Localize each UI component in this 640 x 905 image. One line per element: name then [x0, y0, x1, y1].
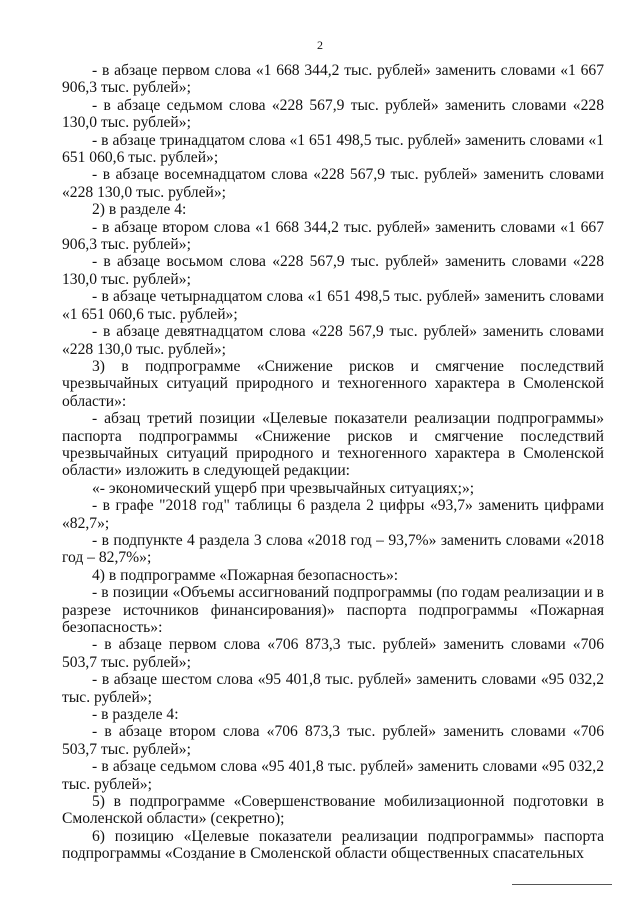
footer-divider [512, 884, 612, 885]
paragraph: - в абзаце седьмом слова «228 567,9 тыс. рублей» заменить словами «228 130,0 тыс. рублей»; [62, 96, 604, 132]
paragraph: - в разделе 4: [92, 706, 179, 724]
paragraph: - в абзаце шестом слова «95 401,8 тыс. рублей» заменить словами «95 032,2 тыс. рублей»; [62, 671, 604, 706]
paragraph: - в абзаце первом слова «706 873,3 тыс. рублей» заменить словами «706 503,7 тыс. рублей»; [62, 636, 604, 671]
document-body [62, 62, 604, 863]
paragraph: - в абзаце тринадцатом слова «1 651 498,5 тыс. рублей» заменить словами «1 651 060,6 тыс. рублей»; [62, 131, 604, 167]
paragraph: - в позиции «Объемы ассигнований подпрограммы (по годам реализации и в разрезе источников финансирования)» паспорта подпрограммы «Пожарная безопасность»: [62, 584, 604, 636]
paragraph: - абзац третий позиции «Целевые показатели реализации подпрограммы» паспорта подпрограммы «Снижение рисков и смягчение последствий чрезвычайных ситуаций природного и техногенного характера в Смоленской области» изложить в следующей редакции: [62, 410, 604, 480]
section-heading: 6) позицию «Целевые показатели реализации подпрограммы» паспорта подпрограммы «Создание в Смоленской области общественных спасательных [62, 827, 604, 863]
paragraph: - в абзаце первом слова «1 668 344,2 тыс. рублей» заменить словами «1 667 906,3 тыс. рублей»; [62, 62, 604, 97]
paragraph: - в графе "2018 год" таблицы 6 раздела 2 цифры «93,7» заменить цифрами «82,7»; [62, 497, 604, 532]
paragraph: - в абзаце девятнадцатом слова «228 567,9 тыс. рублей» заменить словами «228 130,0 тыс. рублей»; [62, 323, 604, 358]
paragraph: - в абзаце втором слова «1 668 344,2 тыс. рублей» заменить словами «1 667 906,3 тыс. рублей»; [62, 218, 604, 254]
paragraph: - в абзаце втором слова «706 873,3 тыс. рублей» заменить словами «706 503,7 тыс. рублей»; [62, 723, 604, 758]
paragraph: - в абзаце восьмом слова «228 567,9 тыс. рублей» заменить словами «228 130,0 тыс. рублей»; [62, 253, 604, 288]
paragraph: - в абзаце седьмом слова «95 401,8 тыс. рублей» заменить словами «95 032,2 тыс. рублей»; [62, 758, 604, 793]
paragraph: - в абзаце четырнадцатом слова «1 651 498,5 тыс. рублей» заменить словами «1 651 060,6 тыс. рублей»; [62, 288, 604, 323]
section-heading: 3) в подпрограмме «Снижение рисков и смягчение последствий чрезвычайных ситуаций природного и техногенного характера в Смоленской области»: [62, 357, 604, 410]
section-heading: 5) в подпрограмме «Совершенствование мобилизационной подготовки в Смоленской области» (секретно); [62, 793, 604, 828]
section-heading: 4) в подпрограмме «Пожарная безопасность»: [92, 566, 399, 584]
section-heading: 2) в разделе 4: [92, 201, 187, 219]
page-number: 2 [317, 38, 323, 52]
quoted-paragraph: «- экономический ущерб при чрезвычайных ситуациях;»; [92, 479, 475, 497]
paragraph: - в абзаце восемнадцатом слова «228 567,9 тыс. рублей» заменить словами «228 130,0 тыс. рублей»; [62, 166, 604, 201]
paragraph: - в подпункте 4 раздела 3 слова «2018 год – 93,7%» заменить словами «2018 год – 82,7%»; [62, 531, 604, 567]
